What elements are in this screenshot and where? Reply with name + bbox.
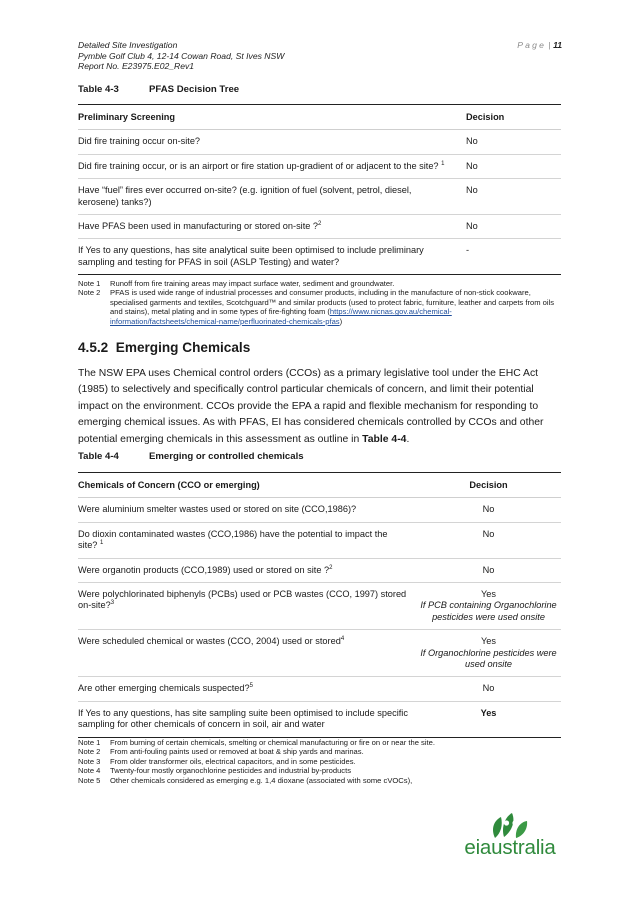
header-line-2: Pymble Golf Club 4, 12-14 Cowan Road, St Ives NSW [78, 50, 285, 61]
table-cell-question: Have “fuel” fires ever occurred on-site? (e.g. ignition of fuel (solvent, petrol, diesel, kerosene) tanks?) [78, 179, 458, 215]
header-line-1: Detailed Site Investigation [78, 40, 178, 50]
table-cell-question: Were organotin products (CCO,1989) used or stored on site ?$^2$ [78, 558, 416, 582]
table1-col-header-screening: Preliminary Screening [78, 105, 458, 130]
emerging-chemicals-table [78, 472, 561, 738]
table2-col-header-decision: Decision [416, 473, 561, 498]
table1-title: PFAS Decision Tree [149, 84, 240, 95]
table-cell-decision: - [458, 239, 561, 275]
table-cell-question: If Yes to any questions, has site sampling suite been optimised to include specific sampling for other chemicals of concern in soil, air and water [78, 701, 416, 737]
note: Note 3 From older transformer oils, electrical capacitors, and in some pesticides. [78, 756, 356, 766]
footnote-ref: 2 [318, 220, 322, 227]
decision-condition: If Organochlorine pesticides were used onsite [420, 647, 557, 670]
decision-condition: If PCB containing Organochlorine pesticides were used onsite [420, 600, 557, 622]
page-separator: | [548, 40, 551, 50]
table-row [78, 154, 561, 178]
table2-col-header-chemicals: Chemicals of Concern (CCO or emerging) [78, 473, 416, 498]
table-row [78, 179, 561, 215]
note: Note 1 Runoff from fire training areas may impact surface water, sediment and groundwater. [78, 279, 395, 288]
table1-notes [78, 279, 558, 326]
section-title: Emerging Chemicals [115, 340, 251, 355]
table2-title: Emerging or controlled chemicals [149, 451, 304, 462]
section-heading [78, 340, 250, 355]
table-cell-decision: No [416, 498, 561, 522]
section-paragraph: The NSW EPA uses Chemical control orders (CCOs) as a primary legislative tool under the EHC Act (1985) to selectively and specifically control particular chemicals of concern, and limit their potential impact on the environment. CCOs provide the EPA a rapid and flexible mechanism for responding to emerging chemical issues. As with PFAS, EI has considered chemicals controlled by CCOs and other potential emerging chemicals in this assessment as outline in Table 4-4. [78, 368, 544, 445]
table-cell-question: Do dioxin contaminated wastes (CCO,1986) have the potential to impact the site? $^1$ [78, 522, 416, 558]
table-cell-decision: No [458, 154, 561, 178]
report-header [78, 40, 284, 72]
footnote-ref: 2 [329, 564, 333, 571]
table-cell-decision: Yes [416, 701, 561, 737]
table-row [78, 522, 561, 558]
table-row [78, 239, 561, 275]
table-reference: Table 4-4 [362, 433, 407, 445]
note: Note 2 PFAS is used wide range of industrial processes and consumer products, including in the manufacture of non-stick cookware, specialised garments and textiles, Scotchguard™ and similar products (used to protect fabric, furniture, leather and carpets from oils and stains), metal plating and in some types of fire-fighting foam (https://www.nicnas.gov.au/chemical-information/factsheets/chemical-name/perfluorinated-chemicals-pfas) [78, 288, 555, 326]
table1-col-header-decision: Decision [458, 105, 561, 130]
table-cell-question: Did fire training occur, or is an airport or fire station up-gradient of or adjacent to the site? $^1$ [78, 154, 458, 178]
table-cell-question: Were aluminium smelter wastes used or stored on site (CCO,1986)? [78, 498, 416, 522]
table-cell-decision: No [458, 130, 561, 154]
pfas-decision-table [78, 104, 561, 275]
table-cell-decision: Yes If Organochlorine pesticides were used onsite [416, 630, 561, 677]
table2-caption [78, 451, 304, 462]
pfas-factsheet-link[interactable]: https://www.nicnas.gov.au/chemical-information/factsheets/chemical-name/perfluorinated-chemicals-pfas [110, 307, 452, 326]
table-cell-decision: No [458, 215, 561, 239]
table-cell-question: Did fire training occur on-site? [78, 130, 458, 154]
footnote-ref: 3 [110, 600, 115, 607]
table-cell-decision: No [416, 677, 561, 701]
page-label: Page [517, 40, 547, 50]
table-row [78, 583, 561, 630]
footnote-ref: 1 [441, 160, 445, 167]
table-cell-decision: No [458, 179, 561, 215]
table2-notes [78, 738, 558, 785]
table-row [78, 630, 561, 677]
logo-wordmark: eiaustralia [464, 836, 556, 859]
section-number: 4.5.2 [78, 340, 109, 355]
table1-caption [78, 84, 240, 95]
table-cell-question: If Yes to any questions, has site analytical suite been optimised to include preliminary sampling and testing for PFAS in soil (ASLP Testing) and water? [78, 239, 458, 275]
table-cell-question: Were scheduled chemical or wastes (CCO, 2004) used or stored$^4$ [78, 630, 416, 677]
table1-label: Table 4-3 [78, 84, 119, 95]
table-cell-decision: No [416, 558, 561, 582]
footnote-ref: 4 [340, 636, 345, 643]
table-row [78, 498, 561, 522]
table-cell-question: Were polychlorinated biphenyls (PCBs) used or PCB wastes (CCO, 1997) stored on-site?$^3$ [78, 583, 416, 630]
page-number [517, 40, 562, 50]
table-row [78, 215, 561, 239]
table-cell-decision: No [416, 522, 561, 558]
table-row [78, 701, 561, 737]
header-line-3: Report No. E23975.E02_Rev1 [78, 61, 195, 72]
table-cell-decision: Yes If PCB containing Organochlorine pesticides were used onsite [416, 583, 561, 630]
footnote-ref: 1 [99, 540, 104, 547]
note: Note 5 Other chemicals considered as emerging e.g. 1,4 dioxane (associated with some cVOCs), [78, 775, 413, 785]
table-cell-question: Have PFAS been used in manufacturing or stored on-site ?$^2$ [78, 215, 458, 239]
eiaustralia-logo [459, 812, 561, 862]
note: Note 4 Twenty-four mostly organochlorine pesticides and industrial by-products [78, 766, 352, 776]
table-row [78, 130, 561, 154]
table-row [78, 558, 561, 582]
table-row [78, 677, 561, 701]
note: Note 2 From anti-fouling paints used or removed at boat & ship yards and marinas. [78, 747, 364, 757]
table2-label: Table 4-4 [78, 451, 119, 462]
table-cell-question: Are other emerging chemicals suspected?$^5$ [78, 677, 416, 701]
page-number-value: 11 [553, 40, 562, 50]
footnote-ref: 5 [249, 683, 253, 690]
note: Note 1 From burning of certain chemicals, smelting or chemical manufacturing or fire on or near the site. [78, 738, 435, 747]
